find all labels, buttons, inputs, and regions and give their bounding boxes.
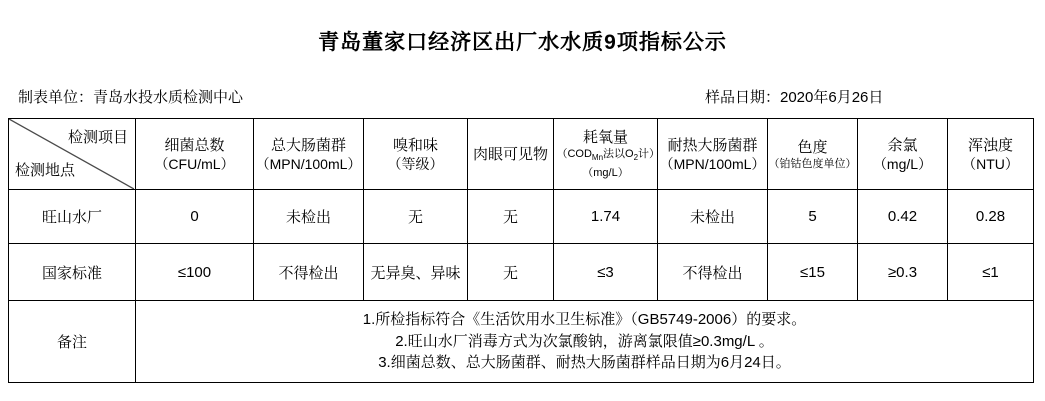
table-cell: 无 [468, 244, 554, 301]
header-row [9, 119, 1034, 190]
remarks-cell [136, 301, 1034, 383]
table-cell: 1.74 [554, 190, 658, 244]
column-header-residual-chlorine [858, 119, 948, 190]
column-unit: （CFU/mL） [154, 155, 235, 172]
column-header-turbidity [948, 119, 1034, 190]
column-name: 余氯 [887, 136, 918, 154]
column-unit: （MPN/100mL） [659, 155, 766, 172]
sample-date-label: 样品日期：2020年6月26日 [705, 89, 884, 106]
table-cell: 不得检出 [254, 244, 364, 301]
table-cell: ≤1 [948, 244, 1034, 301]
column-name: 总大肠菌群 [270, 136, 346, 154]
column-unit: （mg/L） [872, 155, 933, 172]
column-unit: （NTU） [962, 155, 1019, 172]
row-label: 国家标准 [9, 244, 136, 301]
table-cell: 未检出 [254, 190, 364, 244]
table-cell: 0 [136, 190, 254, 244]
water-quality-table [8, 118, 1034, 383]
column-header-oxygen-consumption [554, 119, 658, 190]
table-cell: 不得检出 [658, 244, 768, 301]
table-cell: 5 [768, 190, 858, 244]
table-row-national-standard [9, 244, 1034, 301]
column-header-bacteria [136, 119, 254, 190]
remark-line: 2.旺山水厂消毒方式为次氯酸钠，游离氯限值≥0.3mg/L 。 [395, 332, 774, 350]
remark-line: 1.所检指标符合《生活饮用水卫生标准》（GB5749-2006）的要求。 [362, 311, 807, 329]
column-header-total-coliform [254, 119, 364, 190]
row-label: 旺山水厂 [9, 190, 136, 244]
column-name: 肉眼可见物 [472, 145, 548, 163]
remarks-label: 备注 [9, 301, 136, 383]
column-header-chroma [768, 119, 858, 190]
table-cell: ≤3 [554, 244, 658, 301]
column-header-visible-matter [468, 119, 554, 190]
column-unit: （MPN/100mL） [255, 155, 362, 172]
column-name: 耗氧量 [582, 129, 628, 147]
column-name: 浑浊度 [967, 136, 1013, 154]
corner-header-cell [9, 119, 136, 190]
column-unit: （$COD_{Mn}$法以$O_2$计）（mg/L） [556, 148, 655, 179]
column-unit: （等级） [387, 155, 444, 172]
table-cell: 0.42 [858, 190, 948, 244]
column-unit: （铂钴色度单位） [768, 157, 857, 170]
table-cell: 无异臭、异味 [364, 244, 468, 301]
column-name: 色度 [797, 138, 828, 156]
prepared-by-label: 制表单位：青岛水投水质检测中心 [18, 89, 244, 106]
table-cell: ≥0.3 [858, 244, 948, 301]
column-name: 细菌总数 [164, 136, 225, 154]
table-cell: 无 [468, 190, 554, 244]
column-name: 嗅和味 [392, 136, 438, 154]
remark-line: 3.细菌总数、总大肠菌群、耐热大肠菌群样品日期为6月24日。 [378, 354, 791, 372]
table-cell: 未检出 [658, 190, 768, 244]
column-name: 耐热大肠菌群 [667, 136, 758, 154]
column-header-thermotolerant-coliform [658, 119, 768, 190]
corner-bottom-left-label: 检测地点 [15, 162, 76, 179]
table-cell: 0.28 [948, 190, 1034, 244]
table-cell: ≤15 [768, 244, 858, 301]
table-cell: ≤100 [136, 244, 254, 301]
table-row-wangshan-plant [9, 190, 1034, 244]
page-title: 青岛董家口经济区出厂水水质9项指标公示 [318, 31, 727, 54]
table-cell: 无 [364, 190, 468, 244]
column-header-odor-taste [364, 119, 468, 190]
table-row-remarks [9, 301, 1034, 383]
corner-top-right-label: 检测项目 [67, 129, 128, 146]
